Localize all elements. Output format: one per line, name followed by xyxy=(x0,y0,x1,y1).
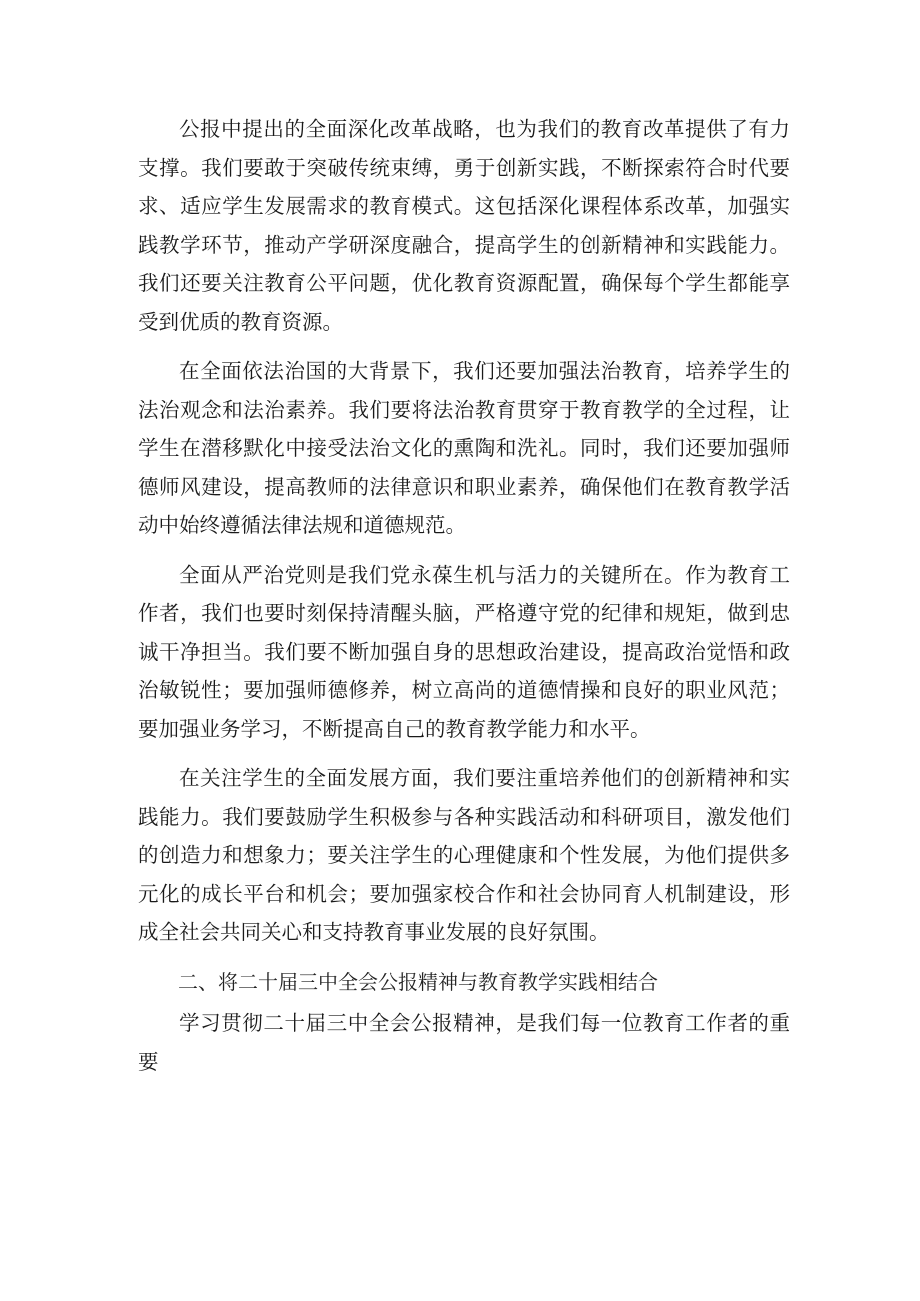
paragraph-final: 学习贯彻二十届三中全会公报精神，是我们每一位教育工作者的重要 xyxy=(138,1011,790,1074)
paragraph-rule-of-law: 在全面依法治国的大背景下，我们还要加强法治教育，培养学生的法治观念和法治素养。我们要将法治教育贯穿于教育教学的全过程，让学生在潜移默化中接受法治文化的熏陶和洗礼。同时，我们还要加强师德师风建设，提高教师的法律意识和职业素养，确保他们在教育教学活动中始终遵循法律法规和道德规范。 xyxy=(138,359,790,537)
document-body xyxy=(138,110,790,1081)
paragraph-reform: 公报中提出的全面深化改革战略，也为我们的教育改革提供了有力支撑。我们要敢于突破传统束缚，勇于创新实践，不断探索符合时代要求、适应学生发展需求的教育模式。这包括深化课程体系改革，加强实践教学环节，推动产学研深度融合，提高学生的创新精神和实践能力。我们还要关注教育公平问题，优化教育资源配置，确保每个学生都能享受到优质的教育资源。 xyxy=(138,117,790,334)
paragraph-party-discipline: 全面从严治党则是我们党永葆生机与活力的关键所在。作为教育工作者，我们也要时刻保持清醒头脑，严格遵守党的纪律和规矩，做到忠诚干净担当。我们要不断加强自身的思想政治建设，提高政治觉悟和政治敏锐性；要加强师德修养，树立高尚的道德情操和良好的职业风范；要加强业务学习，不断提高自己的教育教学能力和水平。 xyxy=(138,562,790,741)
paragraph-student-development: 在关注学生的全面发展方面，我们要注重培养他们的创新精神和实践能力。我们要鼓励学生积极参与各种实践活动和科研项目，激发他们的创造力和想象力；要关注学生的心理健康和个性发展，为他们提供多元化的成长平台和机会；要加强家校合作和社会协同育人机制建设，形成全社会共同关心和支持教育事业发展的良好氛围。 xyxy=(138,766,790,944)
section-heading: 二、将二十届三中全会公报精神与教育教学实践相结合 xyxy=(178,969,658,994)
